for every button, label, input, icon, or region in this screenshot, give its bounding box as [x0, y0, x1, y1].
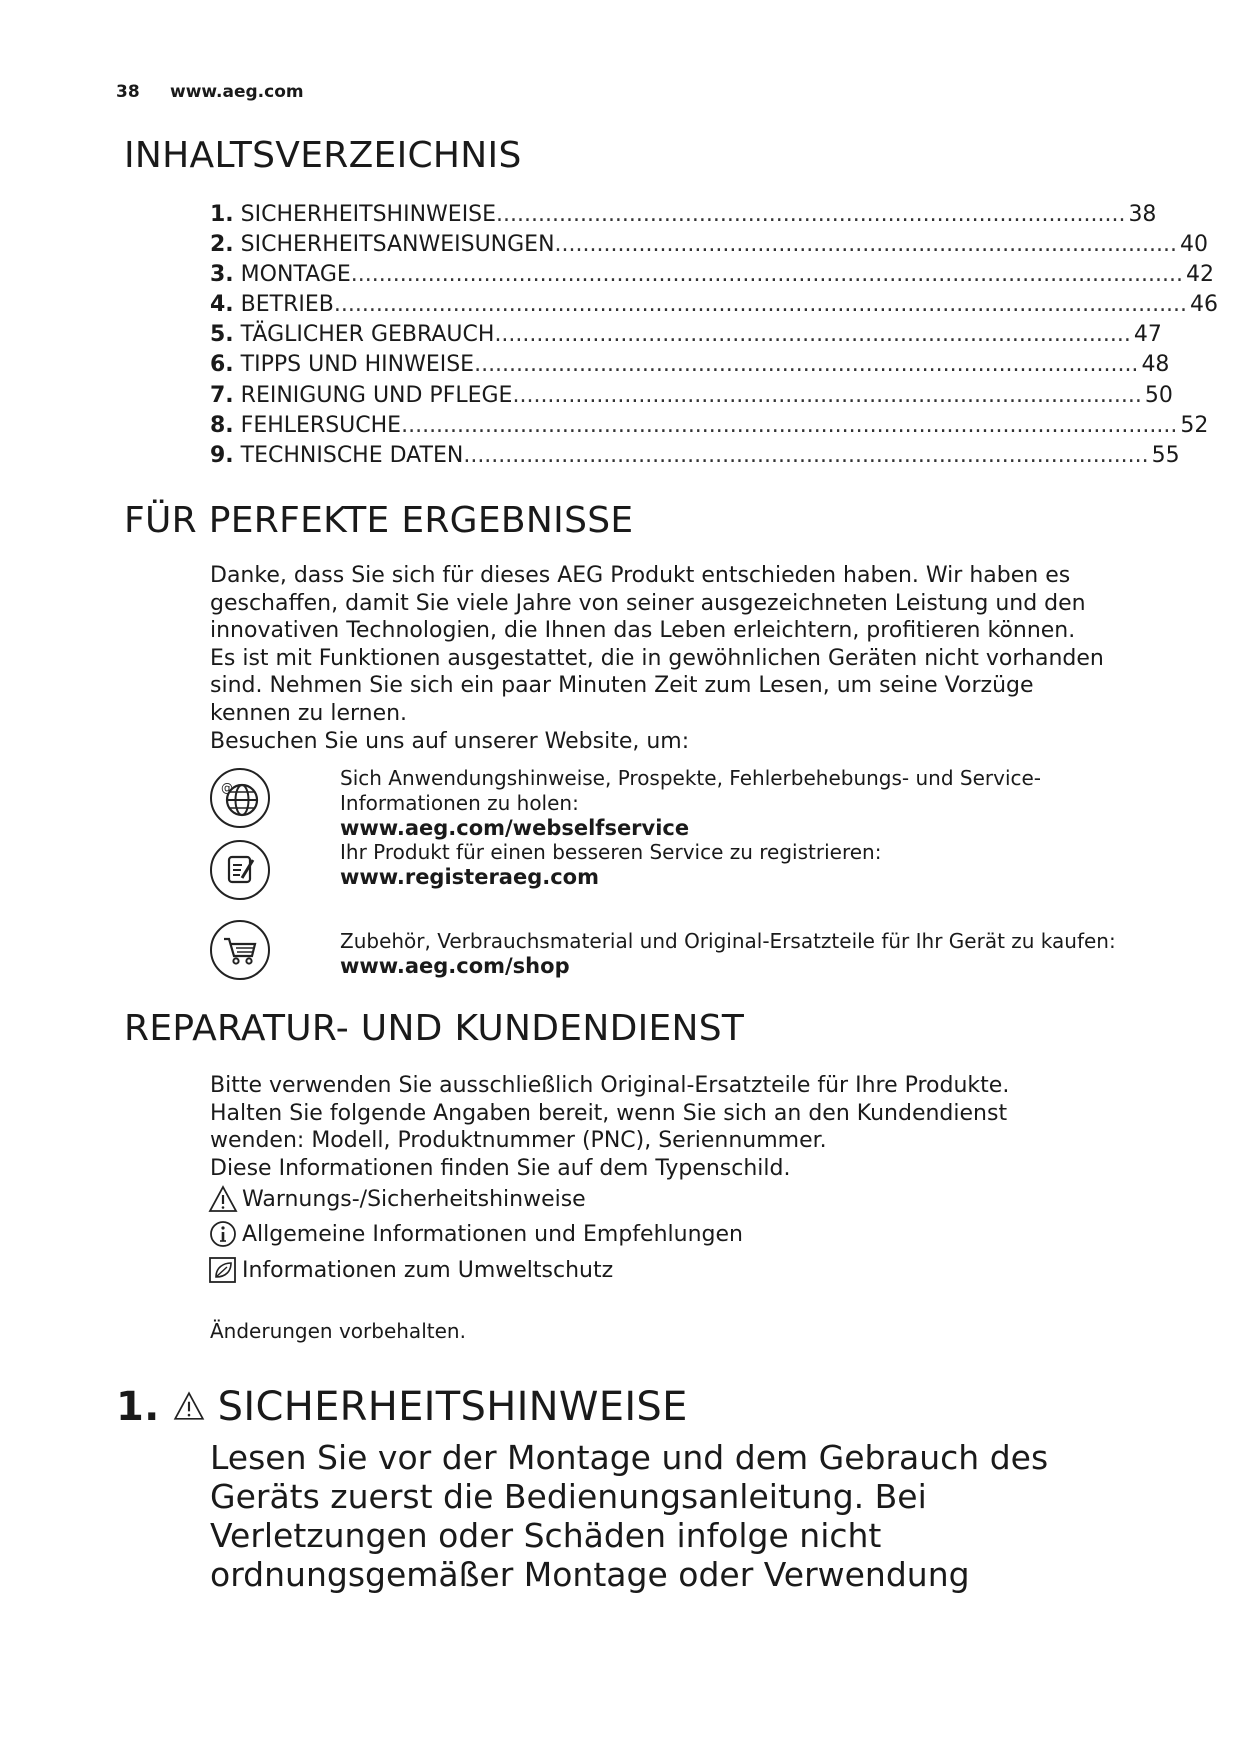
toc-leader: ....................................................................................................................... — [350, 262, 1183, 288]
text-line: sind. Nehmen Sie sich ein paar Minuten Zeit zum Lesen, um seine Vorzüge — [210, 673, 1034, 699]
toc-leader: .......................................................................................................................... — [333, 292, 1188, 318]
toc-item-number: 9. — [210, 442, 234, 468]
toc-item[interactable] — [210, 350, 1170, 380]
legend-label: Informationen zum Umweltschutz — [242, 1257, 614, 1283]
toc-item[interactable] — [210, 381, 1173, 411]
toc-item-number: 1. — [210, 202, 234, 227]
toc-item-title: SICHERHEITSHINWEISE — [240, 202, 497, 227]
toc-item[interactable] — [210, 320, 1162, 350]
toc-item[interactable] — [210, 200, 1157, 230]
toc-item-page: 52 — [1180, 412, 1209, 438]
warning-icon — [208, 1184, 238, 1214]
toc-item-number: 4. — [210, 292, 234, 318]
web-item-text: Informationen zu holen: — [340, 791, 579, 815]
text-line: Es ist mit Funktionen ausgestattet, die in gewöhnlichen Geräten nicht vorhanden — [210, 645, 1104, 671]
toc-item-number: 3. — [210, 262, 234, 288]
web-item-register — [210, 840, 1130, 910]
perfect-results-title: FÜR PERFEKTE ERGEBNISSE — [124, 500, 634, 541]
webselfservice-link[interactable]: www.aeg.com/webselfservice — [340, 816, 690, 840]
legend-label: Allgemeine Informationen und Empfehlungen — [242, 1221, 743, 1247]
toc-item-number: 8. — [210, 412, 234, 438]
toc-item-title: BETRIEB — [240, 292, 334, 318]
text-line: geschaffen, damit Sie viele Jahre von seiner ausgezeichneten Leistung und den — [210, 590, 1086, 616]
text-line: ordnungsgemäßer Montage oder Verwendung — [210, 1555, 970, 1594]
toc-leader: .......................................................................................... — [512, 382, 1142, 408]
web-item-text: Zubehör, Verbrauchsmaterial und Original-Ersatzteile für Ihr Gerät zu kaufen: — [340, 929, 1116, 953]
page-number: 38 — [116, 82, 140, 102]
toc-leader: ............................................................................................................... — [401, 412, 1178, 438]
web-item-shop — [210, 920, 1130, 990]
text-line: Diese Informationen finden Sie auf dem Typenschild. — [210, 1155, 791, 1181]
legend-info — [208, 1219, 743, 1249]
toc-item-title: MONTAGE — [240, 262, 351, 288]
toc-leader: ........................................................................................... — [494, 322, 1131, 348]
toc-item-title: FEHLERSUCHE — [240, 412, 402, 438]
toc-item-page: 42 — [1185, 262, 1214, 288]
section-number: 1. — [116, 1384, 160, 1430]
web-item-webselfservice — [210, 768, 1130, 838]
text-line: wenden: Modell, Produktnummer (PNC), Seriennummer. — [210, 1128, 827, 1154]
text-line: kennen zu lernen. — [210, 700, 408, 726]
toc-item-number: 5. — [210, 322, 234, 348]
toc-item[interactable] — [210, 230, 1208, 260]
legend-environment — [208, 1255, 613, 1285]
toc-leader: ............................................................................................... — [474, 352, 1139, 378]
toc-leader: ......................................................................................... — [554, 232, 1177, 258]
globe-icon — [210, 768, 270, 828]
toc-leader: .................................................................................................. — [463, 442, 1149, 468]
section-1-intro — [210, 1438, 1130, 1594]
toc-item[interactable] — [210, 260, 1214, 290]
svg-text:@: @ — [221, 781, 233, 795]
perfect-results-text — [210, 562, 1130, 755]
service-title: REPARATUR- UND KUNDENDIENST — [124, 1008, 745, 1049]
text-line: Geräts zuerst die Bedienungsanleitung. Bei — [210, 1477, 927, 1516]
toc-item-page: 48 — [1141, 352, 1170, 378]
legend-label: Warnungs-/Sicherheitshinweise — [242, 1186, 586, 1212]
text-line: Besuchen Sie uns auf unserer Website, um: — [210, 728, 690, 754]
shop-link[interactable]: www.aeg.com/shop — [340, 954, 570, 978]
toc-item-number: 2. — [210, 232, 234, 258]
info-icon — [208, 1219, 238, 1249]
environment-icon — [208, 1255, 238, 1285]
toc-item[interactable] — [210, 441, 1180, 471]
legend-warning — [208, 1184, 586, 1214]
toc-item-page: 38 — [1128, 202, 1157, 227]
toc-title: INHALTSVERZEICHNIS — [124, 135, 522, 176]
toc-item-title: SICHERHEITSANWEISUNGEN — [240, 232, 555, 258]
toc-item-title: TÄGLICHER GEBRAUCH — [240, 322, 495, 348]
toc-item-page: 55 — [1151, 442, 1180, 468]
toc-item-number: 7. — [210, 382, 234, 408]
cart-icon — [210, 920, 270, 980]
changes-note: Änderungen vorbehalten. — [210, 1319, 466, 1343]
warning-icon — [173, 1390, 205, 1422]
text-line: innovativen Technologien, die Ihnen das Leben erleichtern, profitieren können. — [210, 618, 1076, 644]
text-line: Bitte verwenden Sie ausschließlich Original-Ersatzteile für Ihre Produkte. — [210, 1073, 1010, 1098]
website-link[interactable]: www.aeg.com — [170, 82, 304, 102]
service-text — [210, 1072, 1130, 1182]
register-link[interactable]: www.registeraeg.com — [340, 865, 599, 889]
text-line: Lesen Sie vor der Montage und dem Gebrauch des — [210, 1438, 1049, 1477]
section-title-text: SICHERHEITSHINWEISE — [217, 1384, 688, 1430]
toc-item-page: 40 — [1179, 232, 1208, 258]
toc-item-page: 47 — [1133, 322, 1162, 348]
register-icon — [210, 840, 270, 900]
text-line: Halten Sie folgende Angaben bereit, wenn Sie sich an den Kundendienst — [210, 1100, 1008, 1126]
section-1-title — [116, 1384, 688, 1430]
toc-item[interactable] — [210, 411, 1209, 441]
web-item-text: Ihr Produkt für einen besseren Service zu registrieren: — [340, 840, 882, 864]
toc-item-title: REINIGUNG UND PFLEGE — [240, 382, 513, 408]
table-of-contents — [210, 200, 1219, 471]
page-header — [116, 82, 304, 102]
text-line: Verletzungen oder Schäden infolge nicht — [210, 1516, 882, 1555]
toc-item-page: 46 — [1190, 292, 1219, 318]
toc-leader: .......................................................................................... — [496, 202, 1126, 227]
toc-item[interactable] — [210, 290, 1219, 320]
web-item-text: Sich Anwendungshinweise, Prospekte, Fehlerbehebungs- und Service- — [340, 766, 1042, 790]
toc-item-title: TIPPS UND HINWEISE — [240, 352, 475, 378]
toc-item-number: 6. — [210, 352, 234, 378]
toc-item-title: TECHNISCHE DATEN — [240, 442, 464, 468]
text-line: Danke, dass Sie sich für dieses AEG Produkt entschieden haben. Wir haben es — [210, 563, 1071, 588]
toc-item-page: 50 — [1144, 382, 1173, 408]
